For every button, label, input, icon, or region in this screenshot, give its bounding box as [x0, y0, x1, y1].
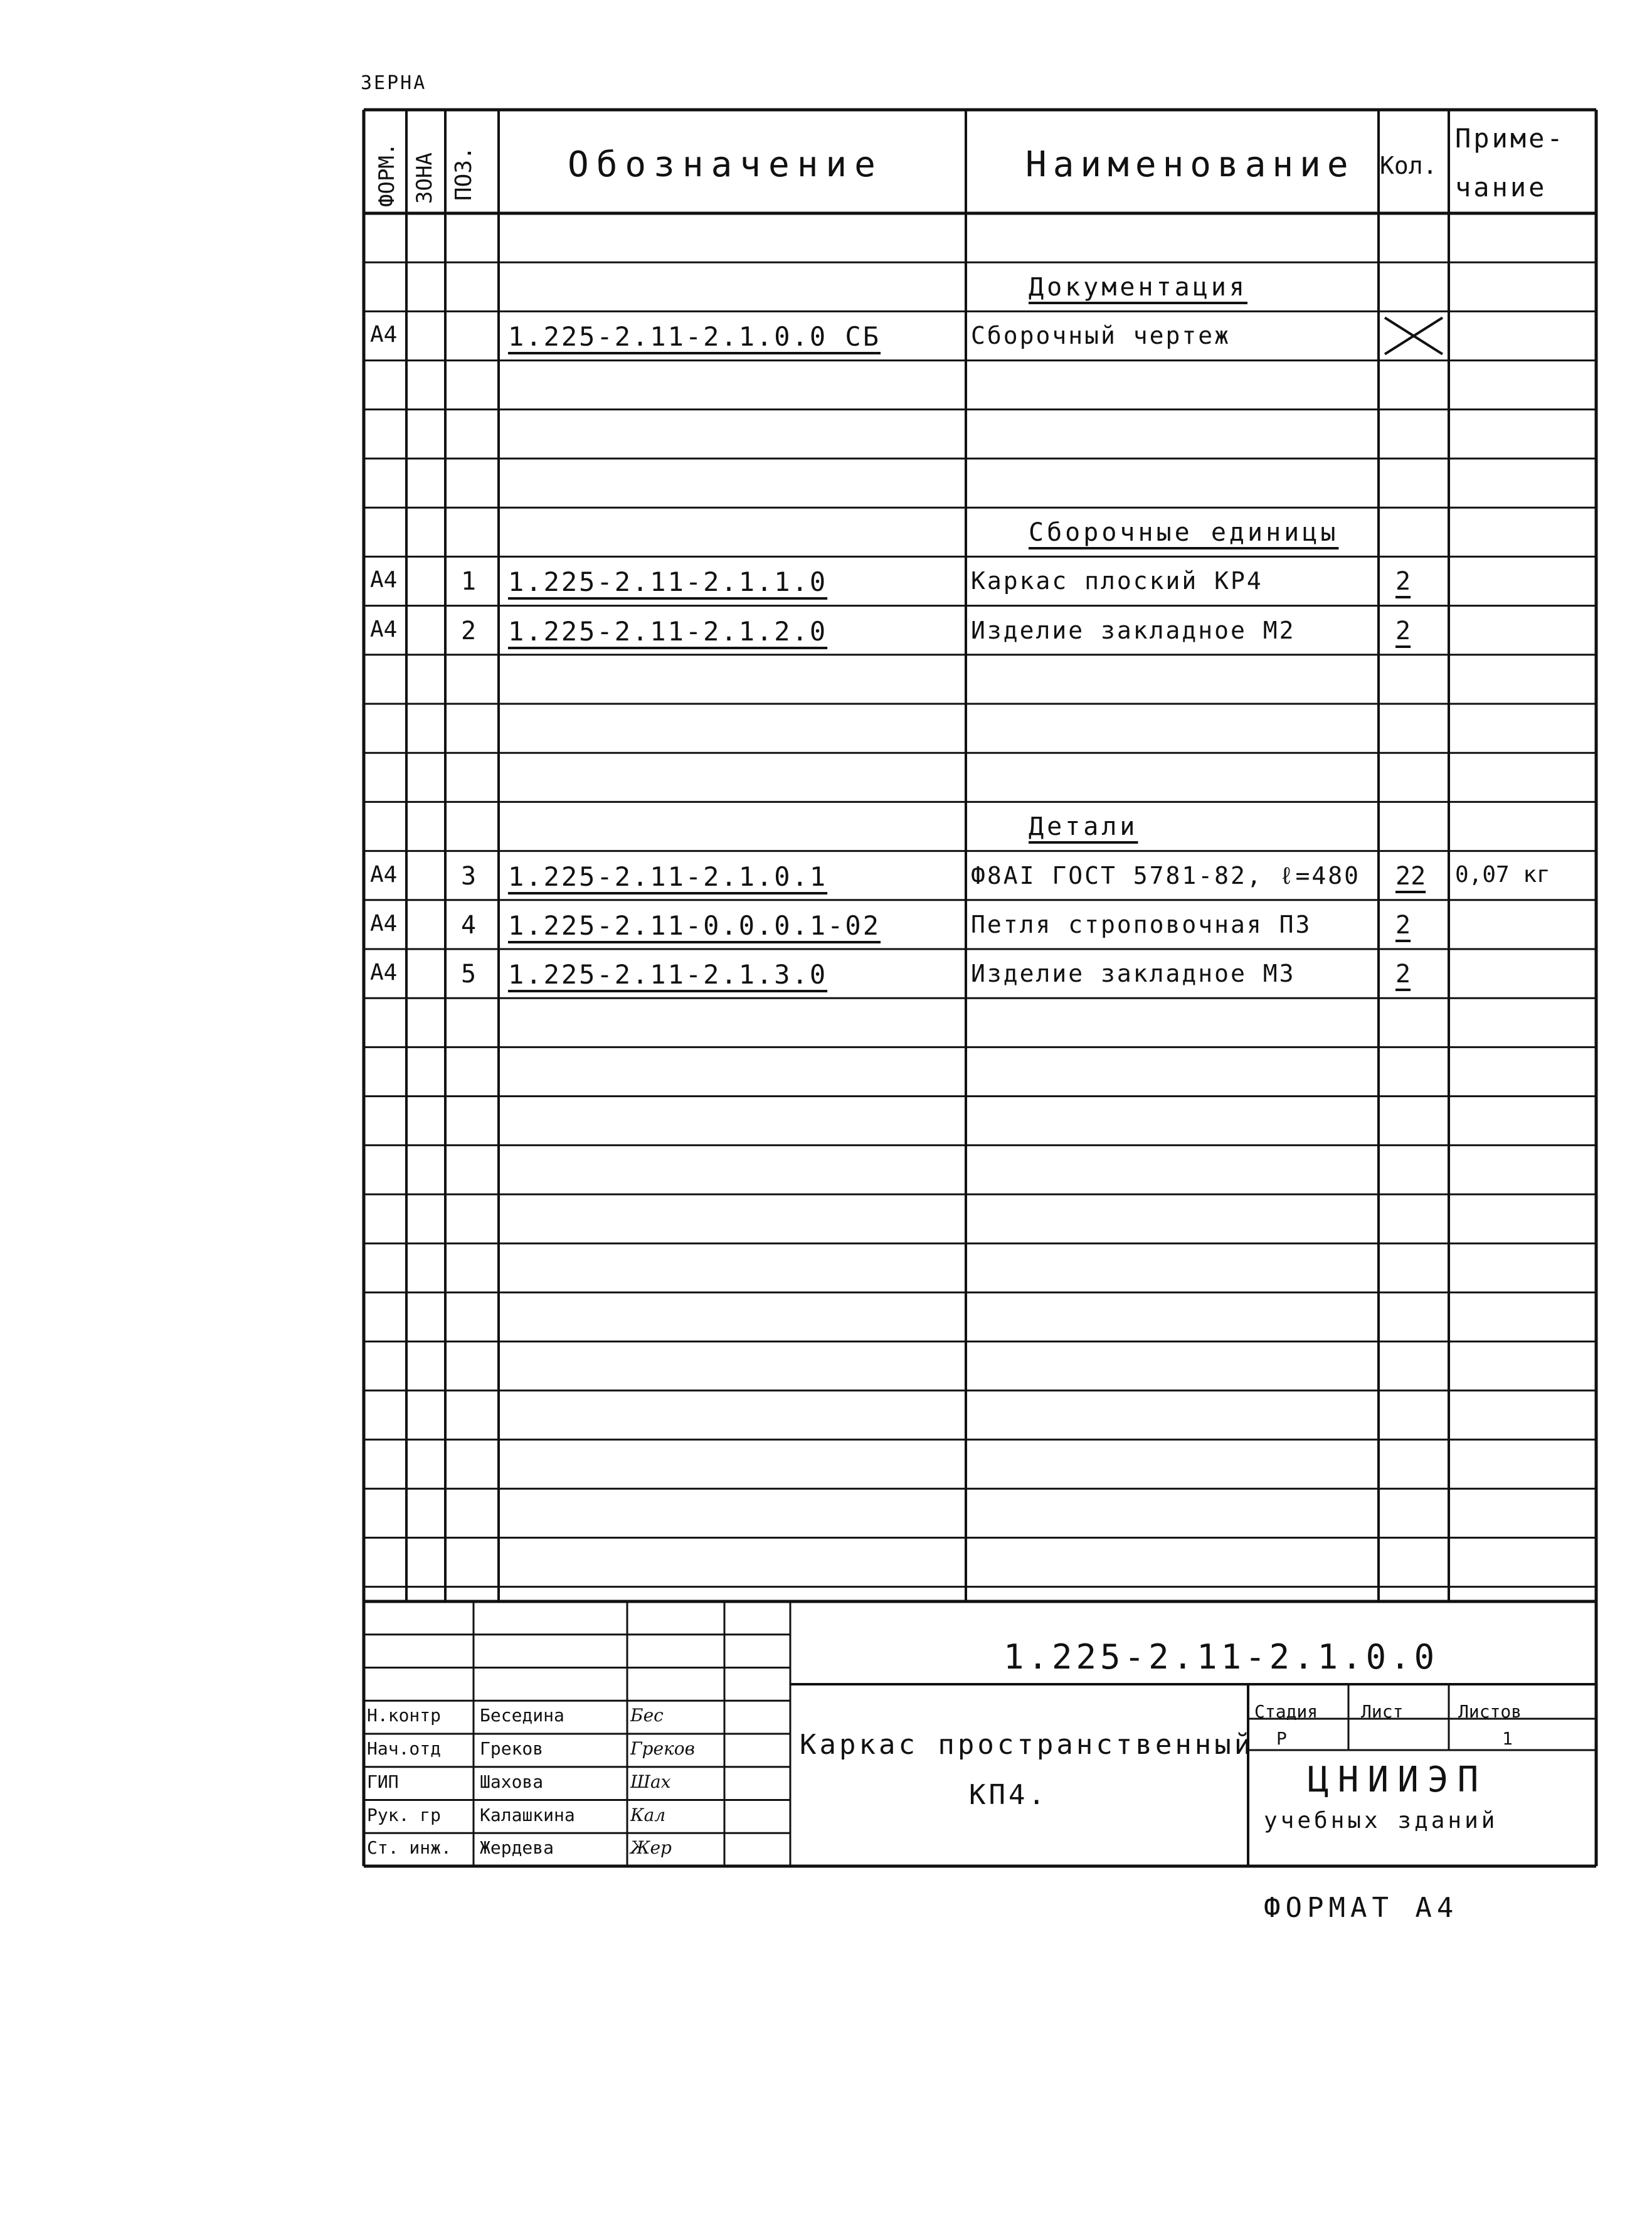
row-name: Ф8АI ГОСТ 5781-82, ℓ=480 — [971, 861, 1360, 889]
header-name: Наименование — [1025, 144, 1355, 185]
title-line-1: Каркас пространственный — [800, 1729, 1254, 1761]
section-heading: Документация — [1029, 273, 1247, 302]
row-designation: 1.225-2.11-2.1.1.0 — [508, 566, 828, 598]
row-qty: 2 — [1395, 616, 1411, 645]
row-name: Каркас плоский КР4 — [971, 567, 1263, 595]
sig-role: ГИП — [367, 1771, 399, 1792]
row-form: А4 — [370, 616, 398, 642]
row-form: А4 — [370, 910, 398, 937]
sig-sign: Шах — [630, 1771, 671, 1792]
sheets-value: 1 — [1502, 1728, 1513, 1749]
row-name: Изделие закладное М3 — [971, 960, 1296, 987]
stage-label: Стадия — [1254, 1701, 1318, 1722]
row-qty: 22 — [1395, 861, 1426, 891]
row-designation: 1.225-2.11-2.1.0.0 СБ — [508, 321, 881, 353]
row-pos: 4 — [461, 910, 477, 940]
row-form: А4 — [370, 567, 398, 593]
row-form: А4 — [370, 861, 398, 888]
sig-role: Нач.отд — [367, 1738, 442, 1759]
header-qty: Кол. — [1380, 152, 1438, 179]
document-code: 1.225-2.11-2.1.0.0 — [1003, 1637, 1439, 1677]
row-designation: 1.225-2.11-2.1.2.0 — [508, 615, 828, 647]
row-designation: 1.225-2.11-2.1.0.1 — [508, 861, 828, 892]
header-designation: Обозначение — [568, 144, 883, 185]
sig-sign: Греков — [630, 1738, 695, 1759]
stage-value: Р — [1276, 1728, 1287, 1749]
row-pos: 1 — [461, 567, 477, 597]
row-form: А4 — [370, 960, 398, 985]
corner-label: ЗЕРНА — [361, 72, 427, 94]
sig-role: Ст. инж. — [367, 1837, 452, 1859]
header-zone: ЗОНА — [412, 152, 437, 204]
row-form: А4 — [370, 322, 398, 348]
sig-role: Н.контр — [367, 1705, 442, 1726]
section-heading: Детали — [1029, 812, 1138, 842]
header-note-1: Приме- — [1455, 123, 1565, 154]
sig-sign: Жер — [630, 1837, 672, 1859]
header-pos: ПОЗ. — [451, 146, 477, 201]
row-pos: 2 — [461, 616, 477, 645]
sheet-label: Лист — [1361, 1701, 1404, 1722]
sig-sign: Кал — [630, 1804, 666, 1825]
sig-name: Жердева — [480, 1837, 554, 1859]
row-designation: 1.225-2.11-2.1.3.0 — [508, 959, 828, 990]
row-name: Изделие закладное М2 — [971, 616, 1296, 644]
row-qty: 2 — [1395, 960, 1411, 989]
row-qty: 2 — [1395, 910, 1411, 940]
section-heading: Сборочные единицы — [1029, 518, 1339, 548]
sig-name: Беседина — [480, 1705, 564, 1726]
organization: ЦНИИЭП — [1308, 1760, 1488, 1800]
row-name: Петля строповочная П3 — [971, 910, 1312, 938]
format-label: ФОРМАТ А4 — [1264, 1892, 1459, 1924]
row-pos: 3 — [461, 861, 477, 891]
sheets-label: Листов — [1458, 1701, 1522, 1722]
sig-name: Калашкина — [480, 1804, 575, 1825]
sig-sign: Бес — [630, 1705, 664, 1726]
organization-sub: учебных зданий — [1264, 1808, 1498, 1834]
header-form: ФОРМ. — [374, 142, 400, 207]
row-name: Сборочный чертеж — [971, 322, 1231, 350]
sig-role: Рук. гр — [367, 1804, 442, 1825]
header-note-2: чание — [1455, 172, 1547, 203]
row-note: 0,07 кг — [1455, 861, 1550, 888]
sig-name: Шахова — [480, 1771, 544, 1792]
row-designation: 1.225-2.11-0.0.0.1-02 — [508, 910, 881, 941]
row-pos: 5 — [461, 960, 477, 989]
row-qty: 2 — [1395, 567, 1411, 597]
title-line-2: КП4. — [969, 1779, 1048, 1811]
sig-name: Греков — [480, 1738, 544, 1759]
